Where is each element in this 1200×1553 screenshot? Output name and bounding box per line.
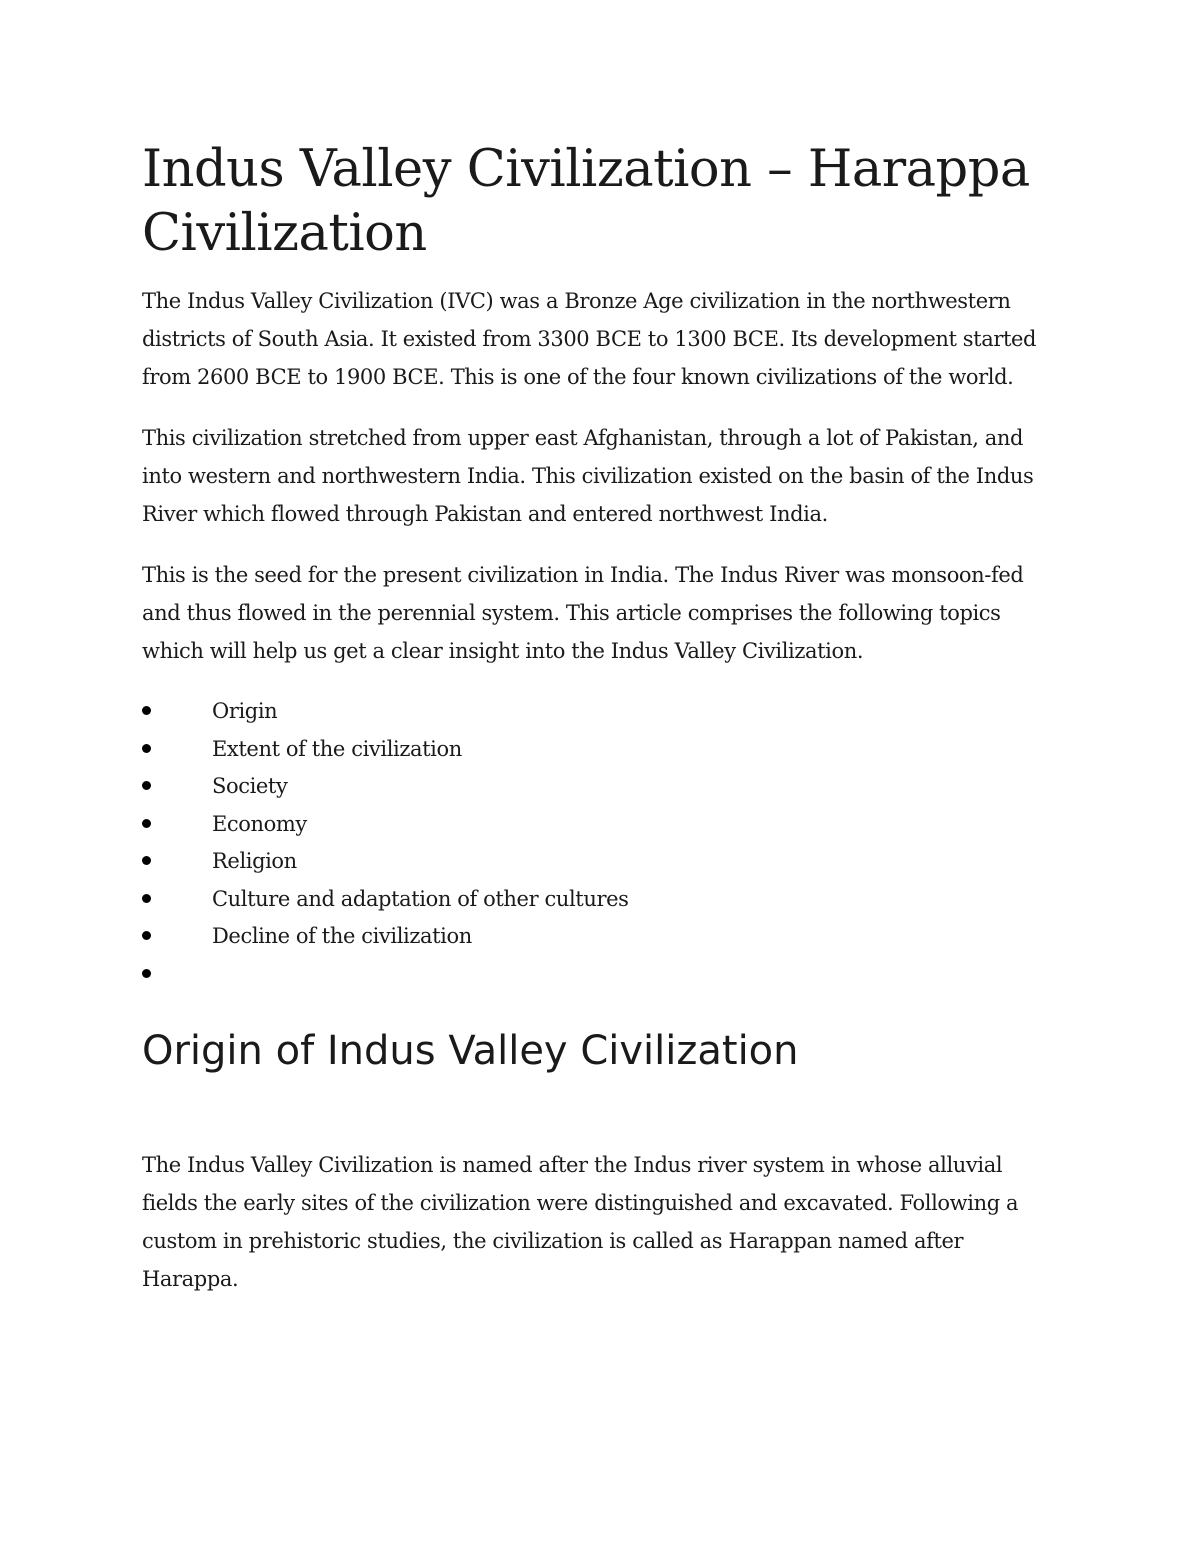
empty-list-item <box>142 956 1062 994</box>
list-item-label: Decline of the civilization <box>212 924 472 948</box>
list-item-label: Extent of the civilization <box>212 736 462 761</box>
extent-paragraph: This civilization stretched from upper east Afghanistan, through a lot of Pakistan, and into western and northwestern India. This civilization existed on the basin of the Indus River which flowed through Pakistan and entered northwest India. <box>142 426 1034 526</box>
origin-paragraph: The Indus Valley Civilization is named after the Indus river system in whose alluvial fields the early sites of the civilization were distinguished and excavated. Following a custom in prehistoric studies, the civilization is called as Harappan named after Harappa. <box>142 1153 1019 1291</box>
list-item-label: Economy <box>212 811 307 836</box>
list-item-label: Origin <box>212 699 278 723</box>
list-item <box>142 843 1062 881</box>
list-item-label: Culture and adaptation of other cultures <box>212 886 629 911</box>
list-item-label: Society <box>212 774 288 798</box>
document-body <box>142 138 1062 1321</box>
bullet-icon <box>142 931 151 940</box>
topics-intro-paragraph: This is the seed for the present civilization in India. The Indus River was monsoon-fed and thus flowed in the perennial system. This article comprises the following topics which will help us get a clear insight into the Indus Valley Civilization. <box>142 563 1024 663</box>
bullet-icon <box>142 856 151 865</box>
document-title: Indus Valley Civilization – Harappa Civilization <box>142 140 1030 263</box>
list-item <box>142 881 1062 919</box>
list-item <box>142 768 1062 806</box>
intro-paragraph: The Indus Valley Civilization (IVC) was a Bronze Age civilization in the northwestern districts of South Asia. It existed from 3300 BCE to 1300 BCE. Its development started from 2600 BCE to 1900 BCE. This is one of the four known civilizations of the world. <box>142 289 1037 389</box>
topic-list <box>142 693 1062 993</box>
bullet-icon <box>142 894 151 903</box>
bullet-icon <box>142 819 151 828</box>
list-item <box>142 693 1062 731</box>
list-item <box>142 731 1062 769</box>
section-heading: Origin of Indus Valley Civilization <box>142 1028 799 1074</box>
bullet-icon <box>142 744 151 753</box>
bullet-icon <box>142 706 151 715</box>
bullet-icon <box>142 969 151 978</box>
list-item <box>142 806 1062 844</box>
list-item <box>142 918 1062 956</box>
list-item-label: Religion <box>212 849 297 873</box>
bullet-icon <box>142 781 151 790</box>
